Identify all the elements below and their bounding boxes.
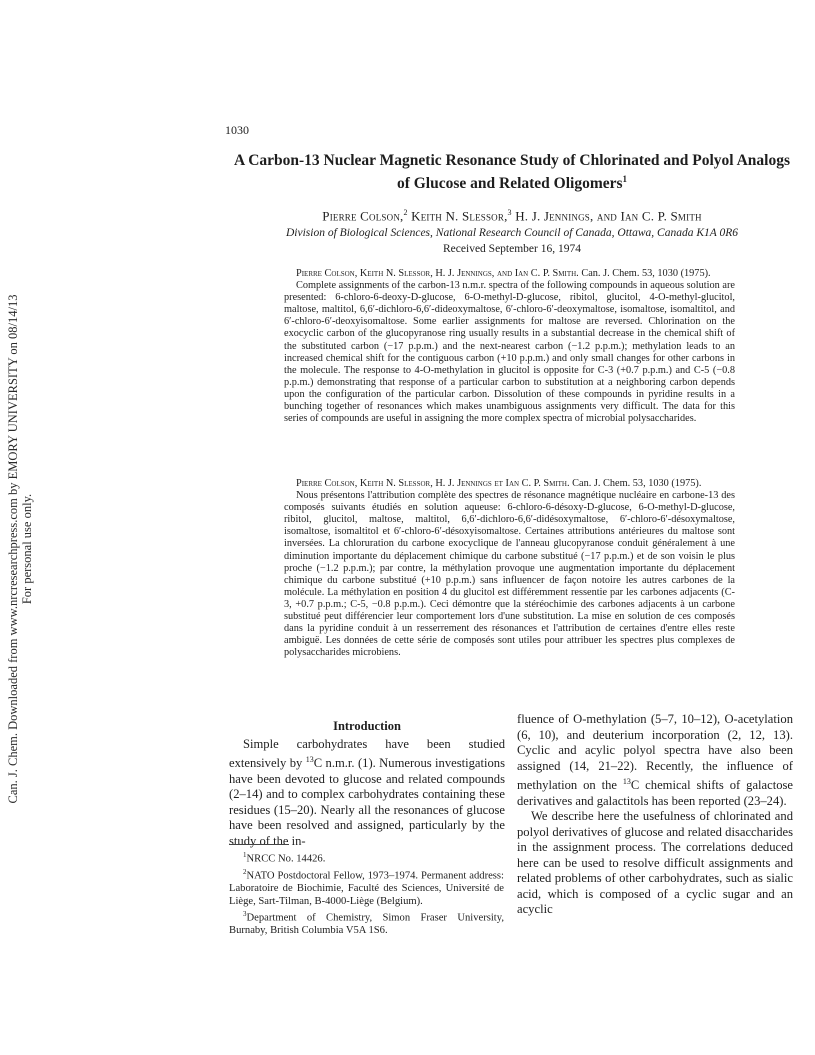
intro-paragraph-1: Simple carbohydrates have been studied extensively by $^{13}$C n.m.r. (1). Numerous investigations have been devoted to glucose and related compounds (2–14) and to complex carbohydrates containing these residues (15–20). Nearly all the resonances of glucose have been resolved and assigned, particularly by the study of the in- (229, 736, 505, 848)
download-watermark (6, 199, 34, 899)
abstract-en-body: Complete assignments of the carbon-13 n.m.r. spectra of the following compounds in aqueous solution are presented: 6-chloro-6-deoxy-D-glucose, 6-O-methyl-D-glucose, ribitol, glucitol, 4-O-methyl-glucitol, maltose, maltitol, 6,6′-dichloro-6,6′-dideoxymaltose, 6′-chloro-6′-deoxymaltose, isomaltose, isomaltitol, and 6′-chloro-6′-deoxyisomaltose. Some earlier assignments for maltose are reversed. Chlorination on the exocyclic carbon of the glucopyranose ring usually results in a substantial decrease in the chemical shift of the substituted carbon (−17 p.p.m.) and the next-nearest carbon (−1.2 p.p.m.); methylation leads to an increased chemical shift for the contiguous carbon (+10 p.p.m.) and only small changes for other carbons in the molecule. The response to 4-O-methylation in glucitol is opposite for C-3 (+0.7 p.p.m.) and C-5 (−0.8 p.p.m.) demonstrating that response of a particular carbon to substitution at a neighboring carbon depends upon the configuration of the particular carbon. Dissolution of these compounds in pyridine results in a bunching together of resonances which makes unambiguous assignments very difficult. The data for this series of compounds are useful in assigning the more complex spectra of microbial polysaccharides. (284, 280, 735, 425)
abstract-en-ref: Can. J. Chem. 53, 1030 (1975). (581, 268, 711, 279)
footnote-divider (229, 844, 289, 845)
footnote-1: $^1$NRCC No. 14426. (243, 851, 326, 865)
abstract-en-citation (284, 268, 735, 280)
abstract-en-authors: Pierre Colson, Keith N. Slessor, H. J. Jennings, and Ian C. P. Smith. (296, 268, 579, 279)
abstract-fr-citation (284, 478, 735, 490)
abstract-english (284, 268, 735, 425)
received-date: Received September 16, 1974 (443, 243, 581, 255)
author-2-mark: 3 (507, 208, 512, 217)
title-text: A Carbon-13 Nuclear Magnetic Resonance Study of Chlorinated and Polyol Analogs of Glucose and Related Oligomers (233, 152, 791, 193)
footnote-2: $^2$NATO Postdoctoral Fellow, 1973–1974. Permanent address: Laboratoire de Biochimie, Faculté des Sciences, Université de Liège, Sart-Tilman, B-4000-Liège (Belgium). (229, 868, 504, 907)
author-1-mark: 2 (403, 208, 408, 217)
article-title (230, 151, 794, 193)
abstract-fr-body: Nous présentons l'attribution complète des spectres de résonance magnétique nucléaire en carbone-13 des composés suivants étudiés en solution aqueuse: 6-chloro-6-désoxy-D-glucose, 6-O-methyl-D-glucose, ribitol, glucitol, maltose, maltitol, 6,6′-dichloro-6,6′-didésoxymaltose, 6′-chloro-6′-désoxymaltose, isomaltose, isomaltitol et 6′-chloro-6′-désoxyisomaltose. Certaines attributions antérieures du maltose sont inversées. La chloruration du carbone exocyclique de l'anneau glucopyranose conduit généralement à une diminution importante du déplacement chimique du carbone substitué (−17 p.p.m.) et de son voisin le plus proche (−1.2 p.p.m.); par contre, la méthylation provoque une augmentation importante du déplacement chimique du carbone substitué (+10 p.p.m.) sans influencer de façon notoire les autres carbones de la molécule. La méthylation en position 4 du glucitol est différemment ressentie par les carbones adjacents (C-3, +0.7 p.p.m.; C-5, −0.8 p.p.m.). Ceci démontre que la stéréochimie des carbones adjacents à un carbone substitué peut différencier leur comportement lors d'une substitution. La mise en solution de ces composés dans la pyridine conduit à un resserrement des résonances et l'attribution de certaines d'entre elles reste ambiguë. Les données de cette série de composés sont utiles pour attribuer les spectres plus complexes de polysaccharides microbiens. (284, 490, 735, 659)
abstract-french (284, 478, 735, 659)
affiliation: Division of Biological Sciences, National Research Council of Canada, Ottawa, Canada K1A 0R6 (286, 227, 738, 239)
author-1: Pierre Colson, (322, 208, 404, 224)
abstract-fr-ref: Can. J. Chem. 53, 1030 (1975). (572, 478, 702, 489)
watermark-line-1: Can. J. Chem. Downloaded from www.nrcresearchpress.com by EMORY UNIVERSITY on 08/14/13 (6, 294, 20, 804)
left-column (229, 719, 505, 849)
footnotes (229, 849, 504, 938)
intro-paragraph-2: We describe here the usefulness of chlorinated and polyol derivatives of glucose and related disaccharides in the assignment process. The correlations deduced here can be used to resolve difficult assignments and related problems of other carbohydrates, such as sialic acid, which is composed of a cyclic sugar and an acyclic (517, 809, 793, 917)
page-number: 1030 (225, 123, 249, 137)
author-2: Keith N. Slessor, (411, 208, 508, 224)
abstract-fr-authors: Pierre Colson, Keith N. Slessor, H. J. Jennings et Ian C. P. Smith. (296, 478, 570, 489)
footnote-3: $^3$Department of Chemistry, Simon Fraser University, Burnaby, British Columbia V5A 1S6. (229, 910, 504, 937)
watermark-line-2: For personal use only. (20, 493, 34, 605)
title-footnote-mark: 1 (622, 174, 628, 184)
right-column (517, 712, 793, 918)
author-3: H. J. Jennings, and Ian C. P. Smith (515, 208, 702, 224)
section-heading-introduction: Introduction (333, 719, 401, 733)
intro-paragraph-1-cont: fluence of O-methylation (5–7, 10–12), O-acetylation (6, 10), and deuterium incorporation (2, 12, 13). Cyclic and acylic polyol spectra have also been assigned (14, 21–22). Recently, the influence of methylation on the $^{13}$C chemical shifts of galactose derivatives and galactitols has been reported (23–24). (517, 712, 793, 808)
author-list (230, 208, 794, 224)
